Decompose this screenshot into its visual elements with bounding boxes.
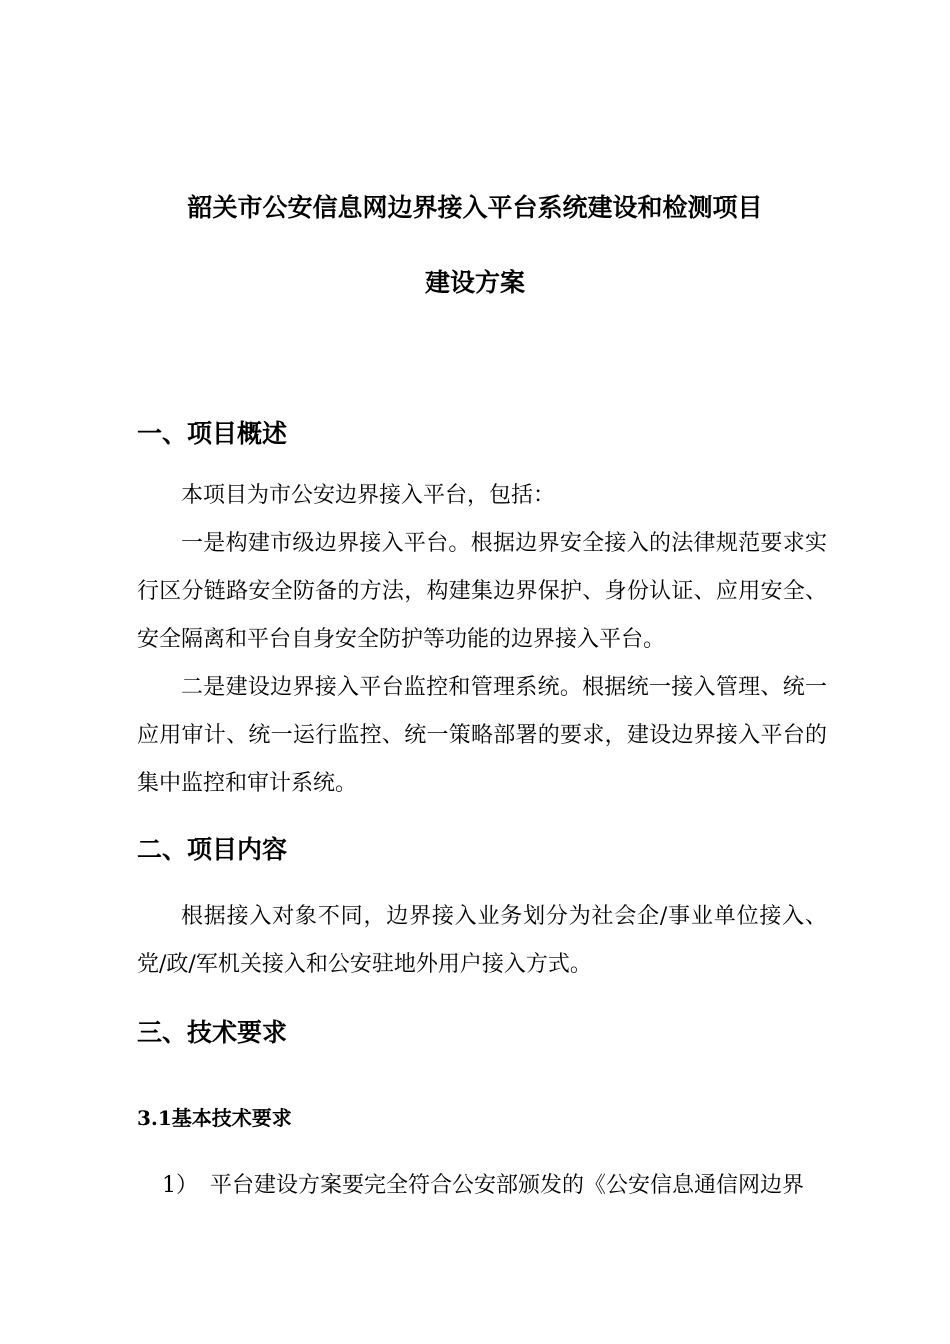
overview-paragraph-platform: 一是构建市级边界接入平台。根据边界安全接入的法律规范要求实行区分链路安全防备的方法，构建集边界保护、身份认证、应用安全、安全隔离和平台自身安全防护等功能的边界接入平台。 <box>137 531 827 652</box>
overview-paragraph-monitoring: 二是建设边界接入平台监控和管理系统。根据统一接入管理、统一应用审计、统一运行监控、统一策略部署的要求，建设边界接入平台的集中监控和审计系统。 <box>137 675 827 796</box>
list-item-text: 平台建设方案要完全符合公安部颁发的《公安信息通信网边界 <box>210 1173 805 1198</box>
document-title-line2: 建设方案 <box>424 268 525 297</box>
section-heading-overview: 一、项目概述 <box>137 419 288 448</box>
subsection-heading-basic-requirements: 3.1基本技术要求 <box>137 1106 292 1130</box>
list-item <box>162 1170 804 1202</box>
section-heading-content: 二、项目内容 <box>137 835 288 864</box>
overview-paragraph-intro: 本项目为市公安边界接入平台，包括： <box>181 483 556 508</box>
content-paragraph: 根据接入对象不同，边界接入业务划分为社会企/事业单位接入、党/政/军机关接入和公安驻地外用户接入方式。 <box>137 904 827 977</box>
section-heading-tech-requirements: 三、技术要求 <box>137 1018 288 1047</box>
document-title-line1: 韶关市公安信息网边界接入平台系统建设和检测项目 <box>187 193 763 222</box>
list-item-number: 1） <box>162 1173 198 1198</box>
